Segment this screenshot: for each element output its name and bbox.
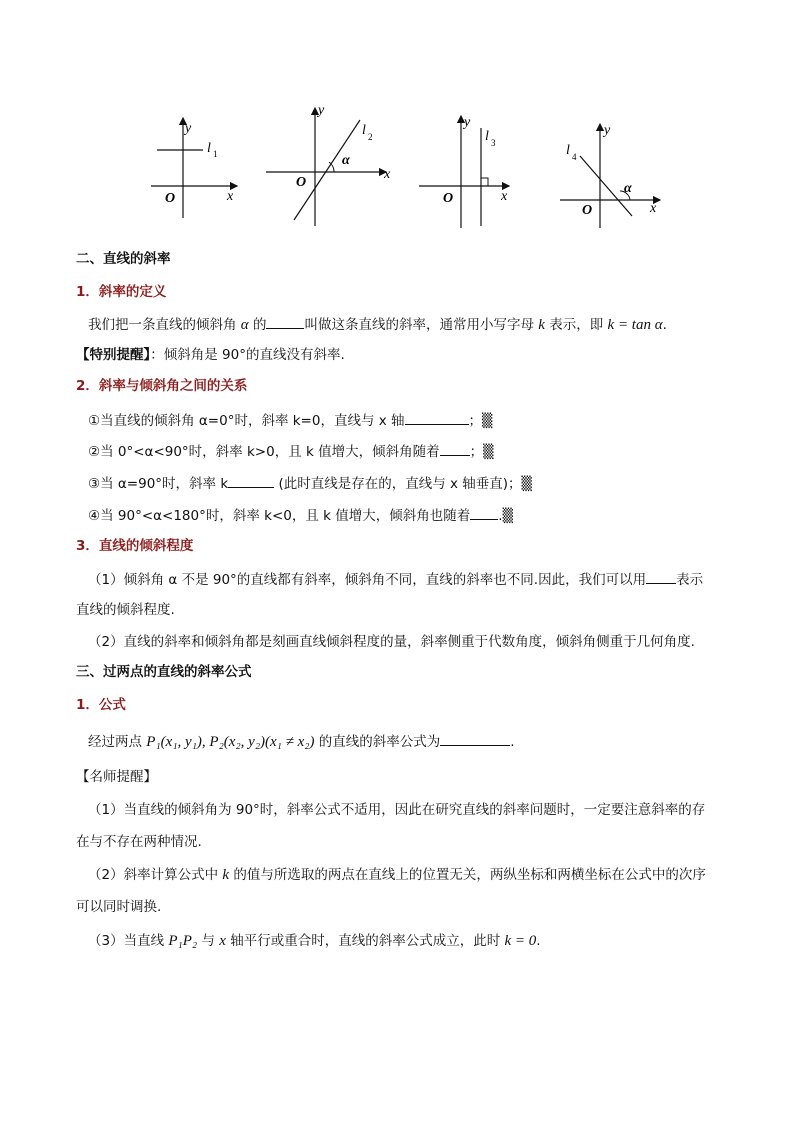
text: 的直线的斜率公式为 <box>318 734 441 750</box>
teacher-tip-label: 【名师提醒】 <box>76 769 157 785</box>
note-label: 【特别提醒】 <box>76 347 151 363</box>
origin-label: O <box>165 191 176 206</box>
relation-item-1 <box>88 410 492 430</box>
paragraph-1-line-1 <box>88 569 703 589</box>
relation-item-2 <box>88 441 493 461</box>
relation-item-4 <box>88 505 513 525</box>
x-axis-label: x <box>650 201 657 216</box>
paragraph-2: （2）直线的斜率和倾斜角都是刻画直线倾斜程度的量，斜率侧重于代数角度，倾斜角侧重于几何角度. <box>88 634 695 650</box>
x-axis-label: x <box>227 189 234 204</box>
fill-blank[interactable] <box>266 314 304 329</box>
text: . <box>536 933 541 949</box>
y-axis-label: y <box>185 121 192 136</box>
text: （3）当直线 <box>88 933 165 949</box>
line-sub: 1 <box>213 149 218 159</box>
x-symbol: x <box>219 933 226 949</box>
subsection-formula: 1．公式 <box>76 697 126 713</box>
figure-row <box>0 100 794 240</box>
line-sub: 3 <box>491 138 496 148</box>
special-note <box>76 346 345 364</box>
fill-blank[interactable] <box>405 410 469 425</box>
figure-l4 <box>558 100 668 230</box>
fill-blank[interactable] <box>646 569 676 584</box>
relation-item-3 <box>88 473 532 493</box>
fill-blank[interactable] <box>228 473 274 488</box>
figure-l1 <box>145 100 245 220</box>
alpha-symbol: α <box>240 317 249 333</box>
line-sub: 2 <box>368 132 373 142</box>
two-point-formula-line <box>88 731 515 751</box>
fill-blank[interactable] <box>440 731 510 746</box>
section-title-two-point-formula: 三、过两点的直线的斜率公式 <box>76 664 252 680</box>
text: . <box>510 734 515 750</box>
origin-label: O <box>443 191 454 206</box>
text: 的值与所选取的两点在直线上的位置无关，两纵坐标和两横坐标在公式中的次序 <box>233 867 706 883</box>
item-text: (此时直线是存在的，直线与 x 轴垂直)；▒ <box>274 476 532 492</box>
x-axis-label: x <box>384 167 391 182</box>
slope-formula: k = tan α <box>607 317 663 333</box>
x-axis-label: x <box>501 189 508 204</box>
text: （1）倾斜角 α 不是 90°的直线都有斜率，倾斜角不同，直线的斜率也不同.因此，我们可以用 <box>88 572 647 588</box>
subsection-slope-angle-relation: 2．斜率与倾斜角之间的关系 <box>76 378 248 394</box>
item-text: .▒ <box>498 508 513 524</box>
angle-alpha-label: α <box>342 153 350 168</box>
y-axis-label: y <box>318 103 325 118</box>
figure-l3 <box>415 100 525 230</box>
y-axis-label: y <box>464 115 471 130</box>
text: 经过两点 <box>88 734 142 750</box>
line-label: l <box>362 123 366 138</box>
note-text: ：倾斜角是 90°的直线没有斜率. <box>150 347 345 363</box>
text: 轴平行或重合时，直线的斜率公式成立，此时 <box>230 933 501 949</box>
text: 我们把一条直线的倾斜角 <box>88 317 237 333</box>
text: 与 <box>201 933 215 949</box>
text: . <box>662 317 667 333</box>
origin-label: O <box>582 203 593 218</box>
text: （2）斜率计算公式中 <box>88 867 219 883</box>
tip-3 <box>88 932 541 950</box>
k-equals-zero: k = 0 <box>504 933 537 949</box>
figure-l2 <box>262 100 397 230</box>
tip-1-line-1: （1）当直线的倾斜角为 90°时，斜率公式不适用，因此在研究直线的斜率问题时，一定要注意斜率的存 <box>88 802 706 818</box>
y-axis-label: y <box>604 123 611 138</box>
line-sub: 4 <box>572 152 577 162</box>
fill-blank[interactable] <box>440 441 470 456</box>
line-label: l <box>566 143 570 158</box>
slope-definition-text <box>88 314 667 334</box>
tip-2-line-2: 可以同时调换. <box>76 899 162 915</box>
k-symbol: k <box>538 317 545 333</box>
item-text: ；▒ <box>469 444 494 460</box>
fill-blank[interactable] <box>470 505 498 520</box>
item-text: ；▒ <box>468 413 493 429</box>
line-label: l <box>485 129 489 144</box>
item-text: ④当 90°<α<180°时，斜率 k<0，且 k 值增大，倾斜角也随着 <box>88 508 471 524</box>
text: 表示，即 <box>549 317 604 333</box>
angle-alpha-label: α <box>624 181 632 196</box>
two-points-expression: P₁(x₁, y₁), P₂(x₂, y₂)(x₁ ≠ x₂) <box>146 734 315 750</box>
text: 叫做这条直线的斜率，通常用小写字母 <box>304 317 534 333</box>
origin-label: O <box>296 175 307 190</box>
text: 的 <box>252 317 267 333</box>
subsection-slope-definition: 1．斜率的定义 <box>76 284 167 300</box>
paragraph-1-line-2: 直线的倾斜程度. <box>76 602 175 618</box>
item-text: ①当直线的倾斜角 α=0°时，斜率 k=0，直线与 x 轴 <box>88 413 405 429</box>
section-title-slope: 二、直线的斜率 <box>76 251 171 267</box>
subsection-inclination-degree: 3．直线的倾斜程度 <box>76 538 194 554</box>
k-symbol: k <box>222 867 230 883</box>
tip-1-line-2: 在与不存在两种情况. <box>76 834 202 850</box>
text: 表示 <box>676 572 704 588</box>
segment-p1p2: P₁P₂ <box>168 933 198 949</box>
line-label: l <box>207 141 211 156</box>
tip-2-line-1 <box>88 866 706 884</box>
item-text: ②当 0°<α<90°时，斜率 k>0，且 k 值增大，倾斜角随着 <box>88 444 440 460</box>
item-text: ③当 α=90°时，斜率 k <box>88 476 229 492</box>
